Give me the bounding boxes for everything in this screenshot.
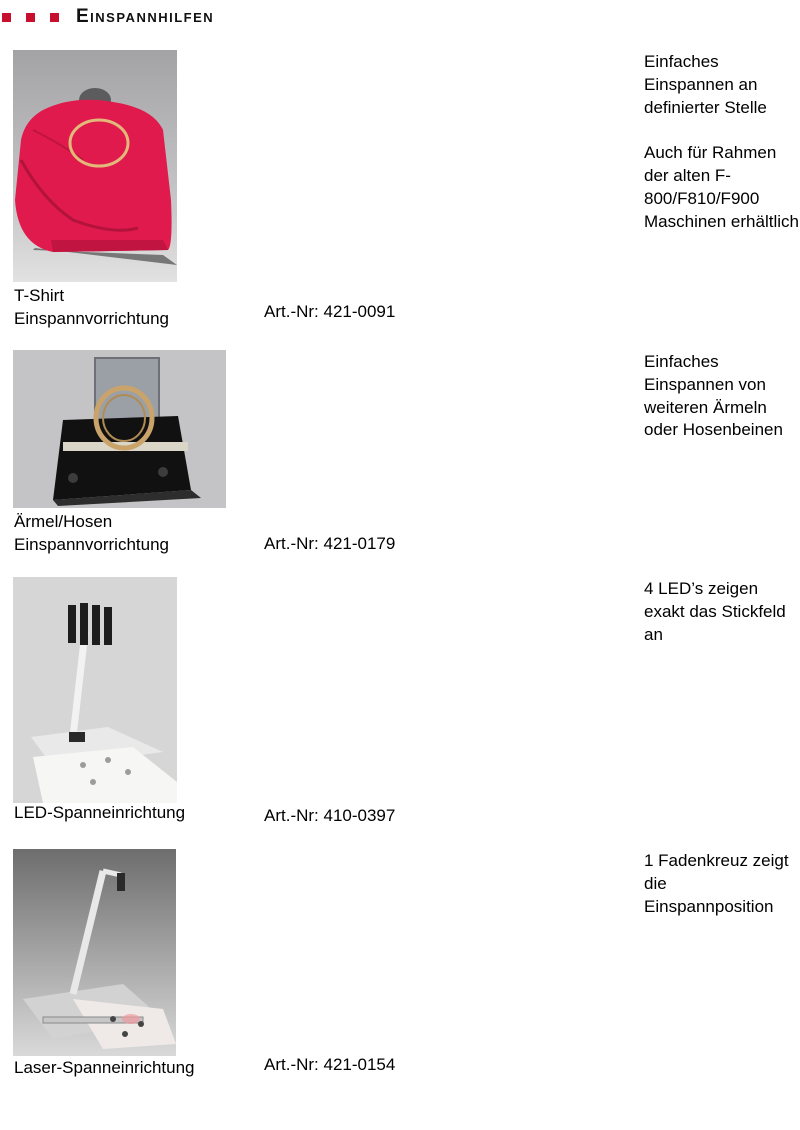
product-description: Einfaches Einspannen an definierter Stelle Auch für Rahmen der alten F-800/F810/F900 Maschinen erhältlich bbox=[644, 52, 799, 231]
product-name: Ärmel/Hosen Einspannvorrichtung bbox=[14, 512, 169, 554]
product-name: Laser-Spanneinrichtung bbox=[14, 1058, 195, 1077]
product-description: Einfaches Einspannen von weiteren Ärmeln oder Hosenbeinen bbox=[644, 352, 783, 440]
bullet-square bbox=[2, 13, 11, 22]
product-photo-t-shirt bbox=[13, 50, 177, 282]
bullet-square bbox=[50, 13, 59, 22]
product-photo-laser-stand bbox=[13, 849, 176, 1056]
page-header bbox=[2, 6, 214, 28]
product-description: 4 LED’s zeigen exakt das Stickfeld an bbox=[644, 579, 786, 644]
product-name: T-Shirt Einspannvorrichtung bbox=[14, 286, 169, 328]
article-number: Art.-Nr: 410-0397 bbox=[264, 806, 396, 825]
article-number: Art.-Nr: 421-0091 bbox=[264, 302, 396, 321]
article-number: Art.-Nr: 421-0179 bbox=[264, 534, 396, 553]
product-description: 1 Fadenkreuz zeigt die Einspannposition bbox=[644, 851, 789, 916]
page-title: Einspannhilfen bbox=[76, 6, 215, 27]
article-number: Art.-Nr: 421-0154 bbox=[264, 1055, 396, 1074]
product-photo-led-stand bbox=[13, 577, 177, 803]
bullet-square bbox=[26, 13, 35, 22]
product-photo-sleeve-fixture bbox=[13, 350, 226, 508]
product-name: LED-Spanneinrichtung bbox=[14, 803, 186, 822]
